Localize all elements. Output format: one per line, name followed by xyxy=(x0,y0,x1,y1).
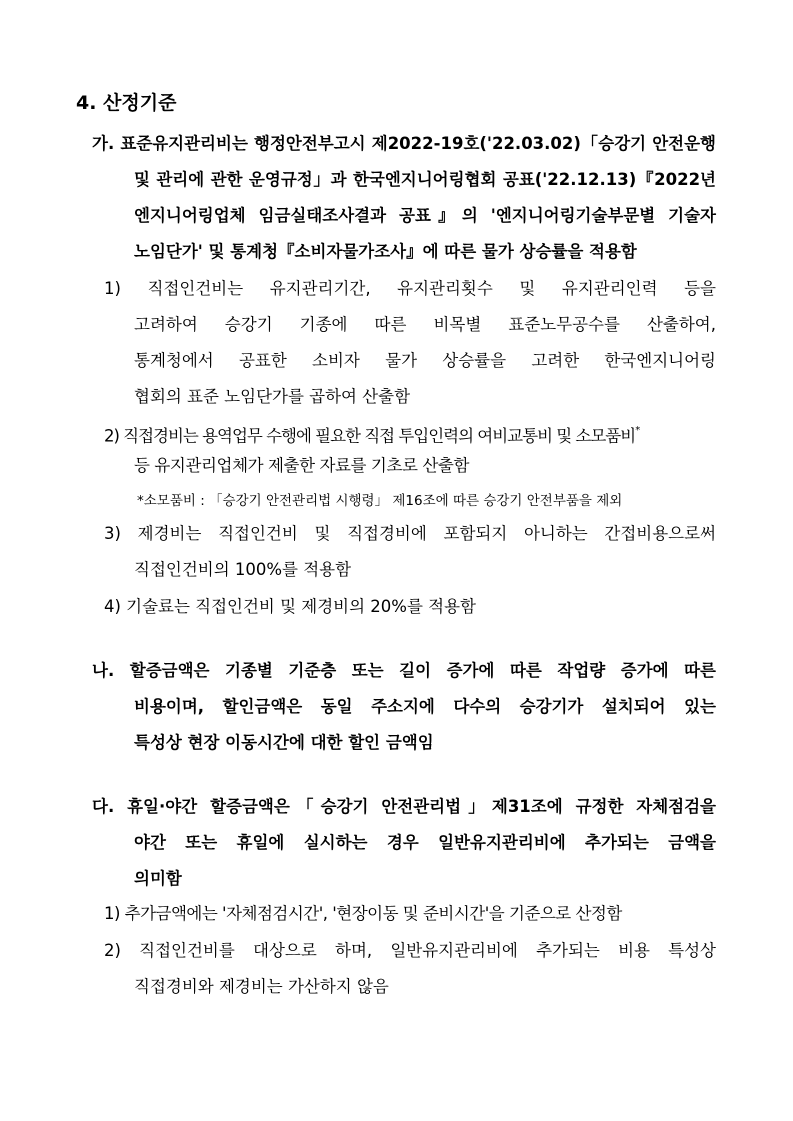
ga-item-1-line-2: 고려하여 승강기 기종에 따른 비목별 표준노무공수를 산출하여, xyxy=(134,315,716,334)
ga-item-2-line-1 xyxy=(104,422,716,448)
da-line-3: 의미함 xyxy=(134,869,182,888)
ga-item-2-note: *소모품비 : 「승강기 안전관리법 시행령」 제16조에 따른 승강기 안전부품을 제외 xyxy=(137,493,623,509)
ga-line-2: 및 관리에 관한 운영규정」과 한국엔지니어링협회 공표('22.12.13)『2022년 xyxy=(134,170,716,189)
na-line-1: 나. 할증금액은 기종별 기준층 또는 길이 증가에 따른 작업량 증가에 따른 xyxy=(92,661,716,680)
da-item-1-line-1: 1) 추가금액에는 '자체점검시간', '현장이동 및 준비시간'을 기준으로 산정함 xyxy=(104,904,622,923)
ga-line-1: 가. 표준유지관리비는 행정안전부고시 제2022-19호('22.03.02)「승강기 안전운행 xyxy=(92,134,716,153)
footnote-marker: * xyxy=(635,425,640,436)
da-item-2-line-2: 직접경비와 제경비는 가산하지 않음 xyxy=(134,977,389,996)
ga-line-3: 엔지니어링업체 임금실태조사결과 공표』의 '엔지니어링기술부문별 기술자 xyxy=(134,206,716,225)
ga-item-1-line-1: 1) 직접인건비는 유지관리기간, 유지관리횟수 및 유지관리인력 등을 xyxy=(104,279,716,298)
ga-item-1-line-3: 통계청에서 공표한 소비자 물가 상승률을 고려한 한국엔지니어링 xyxy=(134,351,716,370)
ga-item-3-line-2: 직접인건비의 100%를 적용함 xyxy=(134,560,352,579)
ga-item-1-line-4: 협회의 표준 노임단가를 곱하여 산출함 xyxy=(134,387,411,406)
da-line-2: 야간 또는 휴일에 실시하는 경우 일반유지관리비에 추가되는 금액을 xyxy=(134,833,716,852)
ga-item-2-line-2: 등 유지관리업체가 제출한 자료를 기초로 산출함 xyxy=(134,456,470,475)
section-title: 4. 산정기준 xyxy=(76,92,177,114)
da-item-2-line-1: 2) 직접인건비를 대상으로 하며, 일반유지관리비에 추가되는 비용 특성상 xyxy=(104,941,716,960)
na-line-2: 비용이며, 할인금액은 동일 주소지에 다수의 승강기가 설치되어 있는 xyxy=(134,697,716,716)
ga-item-3-line-1: 3) 제경비는 직접인건비 및 직접경비에 포함되지 아니하는 간접비용으로써 xyxy=(104,524,716,543)
na-line-3: 특성상 현장 이동시간에 대한 할인 금액임 xyxy=(134,733,434,752)
da-line-1: 다. 휴일·야간 할증금액은「승강기 안전관리법」제31조에 규정한 자체점검을 xyxy=(92,797,716,816)
ga-item-2-text: 2) 직접경비는 용역업무 수행에 필요한 직접 투입인력의 여비교통비 및 소모품비 xyxy=(104,426,636,446)
ga-item-4-line-1: 4) 기술료는 직접인건비 및 제경비의 20%를 적용함 xyxy=(104,597,476,616)
ga-line-4: 노임단가' 및 통계청『소비자물가조사』에 따른 물가 상승률을 적용함 xyxy=(134,242,637,261)
